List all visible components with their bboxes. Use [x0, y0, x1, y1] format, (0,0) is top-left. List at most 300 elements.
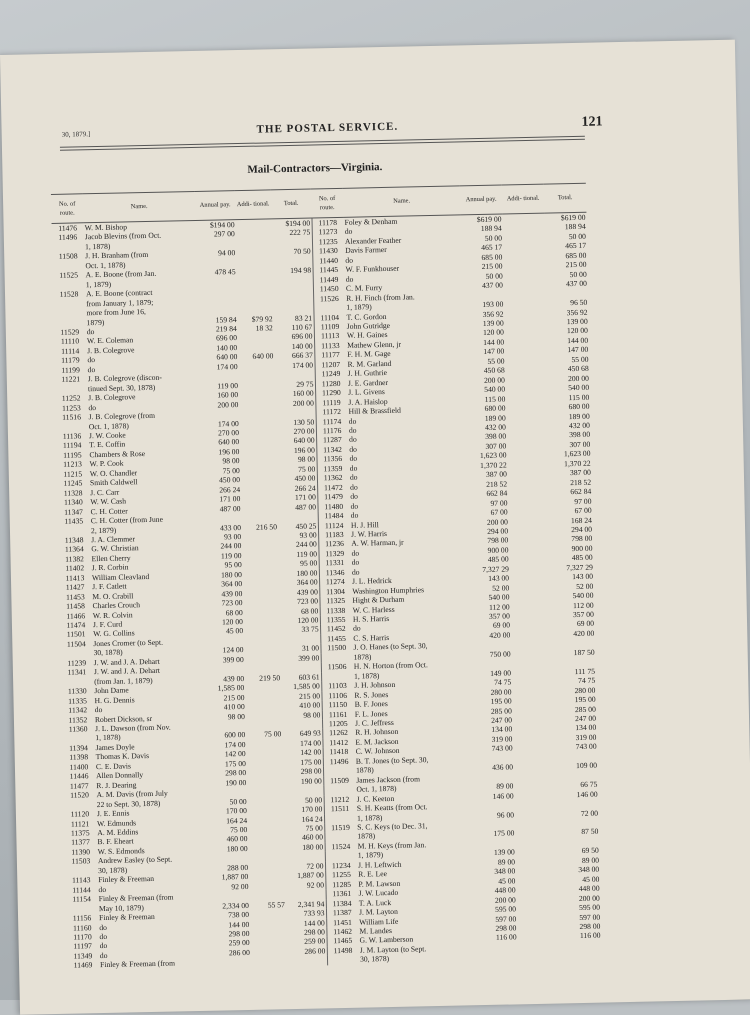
right-name-cell: John Gutridge: [346, 320, 391, 331]
right-total-cell: 680 00: [568, 401, 590, 412]
left-annual-cell: 174 00: [216, 361, 238, 372]
right-name-cell: W. H. Gaines: [346, 330, 388, 341]
right-annual-cell: 188 94: [480, 223, 502, 234]
left-annual-cell: 50 00: [229, 796, 247, 806]
right-name-cell: M. Landes: [359, 925, 392, 936]
right-annual-cell: 200 00: [494, 895, 516, 905]
right-annual-cell: 247 00: [491, 715, 513, 725]
right-route-cell: 11329: [325, 548, 345, 559]
right-name-cell: 1, 1878): [353, 670, 380, 681]
left-annual-cell: 439 00: [223, 673, 245, 684]
left-name-cell: from January 1, 1879;: [86, 297, 154, 308]
right-total-cell: 97 00: [574, 496, 592, 506]
right-name-cell: J. C. Jeffress: [354, 717, 394, 728]
right-name-cell: J. C. Keeton: [356, 793, 395, 804]
left-total-cell: 222 75: [272, 228, 312, 238]
left-annual-cell: 175 00: [224, 758, 246, 769]
left-annual-cell: 140 00: [216, 342, 238, 353]
right-route-cell: 11465: [333, 936, 353, 946]
left-annual-cell: 92 00: [231, 881, 249, 892]
right-name-cell: Davis Farmer: [345, 245, 387, 256]
right-route-cell: 11430: [318, 246, 338, 256]
right-name-cell: do: [349, 472, 358, 482]
right-annual-cell: 45 00: [498, 876, 516, 886]
left-total-cell: 410 00: [282, 701, 322, 711]
left-route-cell: 11496: [58, 232, 78, 243]
right-total-cell: 356 92: [566, 307, 588, 317]
left-route-cell: 11501: [66, 629, 86, 640]
right-annual-cell: $619 00: [476, 214, 502, 225]
left-name-cell: more from June 16,: [86, 307, 146, 318]
left-annual-cell: 94 00: [218, 248, 236, 258]
right-annual-cell: 420 00: [489, 630, 511, 640]
right-annual-cell: 69 00: [492, 620, 511, 631]
right-name-cell: H. S. Harris: [352, 614, 390, 624]
right-route-cell: 11280: [321, 378, 341, 389]
right-annual-cell: 398 00: [485, 431, 507, 442]
left-annual-cell: 93 00: [223, 532, 242, 542]
left-total-cell: 364 00: [279, 578, 319, 588]
right-total-cell: 662 84: [570, 486, 592, 497]
right-annual-cell: 115 00: [484, 394, 506, 404]
right-annual-cell: 134 00: [491, 724, 513, 735]
right-route-cell: 11355: [326, 614, 346, 625]
right-annual-cell: 798 00: [487, 535, 509, 546]
right-route-cell: 11452: [326, 624, 346, 634]
right-total-cell: 1,623 00: [563, 449, 591, 459]
right-annual-cell: 200 00: [486, 516, 508, 527]
left-additional-cell: 216 50: [255, 521, 278, 532]
col-header-total: Total.: [544, 183, 587, 213]
right-annual-cell: 50 00: [485, 271, 503, 281]
right-route-cell: 11183: [325, 529, 344, 540]
left-route-cell: 11342: [68, 705, 88, 715]
right-total-cell: 218 52: [570, 477, 592, 487]
left-annual-cell: 119 00: [217, 380, 239, 391]
left-route-cell: 11529: [60, 327, 80, 337]
col-header-route: No. of route.: [311, 188, 344, 218]
left-name-cell: J. B. Colegrove: [88, 392, 136, 403]
right-route-cell: 11362: [323, 473, 343, 483]
left-route-cell: 11520: [70, 790, 89, 800]
left-route-cell: 11110: [60, 336, 80, 347]
right-total-cell: 387 00: [569, 467, 591, 478]
left-annual-cell: 460 00: [226, 834, 248, 844]
right-route-cell: 11484: [324, 510, 344, 521]
left-route-cell: 11120: [70, 809, 90, 819]
left-name-cell: W. W. Cash: [90, 496, 127, 507]
right-total-cell: 66 75: [580, 779, 598, 790]
right-route-cell: 11176: [322, 425, 342, 436]
right-route-cell: 11124: [324, 520, 344, 530]
left-route-cell: 11476: [58, 223, 78, 233]
right-annual-cell: 436 00: [492, 762, 514, 773]
right-route-cell: 11331: [325, 558, 345, 568]
left-total-cell: 180 00: [285, 842, 325, 852]
left-annual-cell: 142 00: [224, 749, 246, 759]
right-name-cell: 30, 1878): [359, 954, 390, 965]
right-name-cell: do: [344, 227, 353, 237]
left-route-cell: 11516: [62, 412, 82, 422]
page-number: 121: [581, 114, 603, 130]
left-route-cell: 11221: [61, 374, 81, 385]
left-name-cell: do: [86, 327, 95, 337]
left-annual-cell: 180 00: [220, 569, 243, 580]
right-route-cell: 11133: [321, 340, 340, 351]
left-total-cell: 93 00: [278, 530, 318, 540]
left-route-cell: 11398: [69, 752, 89, 763]
right-route-cell: 11273: [318, 227, 338, 237]
right-route-cell: 11103: [328, 681, 347, 691]
right-route-cell: 11290: [321, 388, 341, 398]
right-total-cell: 143 00: [572, 571, 594, 582]
right-route-cell: 11445: [319, 265, 339, 275]
right-route-cell: 11287: [322, 435, 342, 445]
right-route-cell: 11359: [323, 463, 343, 474]
left-name-cell: W. O. Chandler: [89, 468, 138, 478]
right-annual-cell: 200 00: [483, 375, 506, 385]
col-header-additional: Addi- tional.: [235, 190, 272, 220]
right-route-cell: 11511: [330, 803, 350, 814]
left-name-cell: Finley & Freeman: [98, 874, 155, 885]
left-name-cell: Andrew Easley (to Sept.: [97, 854, 173, 866]
right-annual-cell: 89 00: [496, 781, 514, 791]
right-route-cell: 11172: [322, 407, 342, 417]
left-name-cell: M. O. Crabill: [92, 591, 134, 601]
right-annual-cell: 218 52: [486, 479, 508, 489]
right-total-cell: [560, 950, 602, 960]
left-total-cell: 171 00: [277, 493, 317, 503]
right-total-cell: 89 00: [581, 855, 600, 865]
right-name-cell: J. H. Guthrie: [347, 368, 388, 379]
right-total-cell: 50 00: [569, 269, 587, 279]
right-route-cell: 11174: [322, 416, 342, 426]
left-name-cell: W. E. Coleman: [86, 335, 134, 346]
left-route-cell: 11197: [73, 941, 92, 952]
right-name-cell: do: [351, 548, 360, 558]
left-total-cell: 460 00: [284, 833, 324, 843]
left-route-cell: 11340: [63, 497, 83, 507]
right-total-cell: 168 24: [570, 515, 592, 525]
left-additional-cell: 55 57: [267, 899, 285, 910]
left-annual-cell: 259 00: [228, 938, 250, 948]
left-total-cell: 50 00: [284, 795, 324, 805]
left-route-cell: 11503: [71, 856, 91, 867]
left-name-cell: A. E. Boone (from Jan.: [85, 269, 157, 280]
right-total-cell: 357 00: [572, 609, 594, 620]
left-route-cell: 11453: [65, 592, 85, 602]
table-body: [52, 212, 603, 970]
right-annual-cell: 143 00: [488, 573, 510, 584]
left-additional-cell: $79 92: [251, 313, 273, 324]
left-name-cell: Ellen Cherry: [91, 553, 131, 564]
section-title: Mail-Contractors—Virginia.: [247, 161, 383, 176]
right-name-cell: Mathew Glenn, jr: [347, 339, 402, 350]
right-name-cell: J. M. Layton (to Sept.: [359, 944, 427, 955]
left-route-cell: 11199: [61, 365, 80, 375]
right-total-cell: 432 00: [568, 420, 590, 431]
left-total-cell: 31 00: [280, 644, 320, 654]
right-total-cell: 52 00: [576, 581, 594, 591]
right-name-cell: do: [349, 435, 357, 445]
right-total-cell: 900 00: [571, 543, 593, 553]
right-name-cell: R. H. Finch (from Jan.: [346, 291, 415, 303]
right-annual-cell: 7,327 29: [482, 564, 509, 574]
left-name-cell: 30, 1878): [93, 647, 123, 658]
right-total-cell: 67 00: [574, 505, 592, 516]
left-name-cell: Smith Caldwell: [89, 477, 138, 488]
right-annual-cell: 900 00: [487, 545, 509, 555]
right-annual-cell: 139 00: [493, 847, 515, 858]
right-total-cell: 595 00: [578, 902, 601, 913]
right-name-cell: C. W. Johnson: [355, 746, 400, 757]
left-annual-cell: 297 00: [213, 229, 235, 240]
left-total-cell: 190 00: [283, 776, 323, 786]
left-annual-cell: 45 00: [225, 626, 244, 636]
left-total-cell: 196 00: [276, 445, 316, 455]
left-name-cell: J. F. Catlett: [92, 581, 127, 592]
right-annual-cell: 437 00: [481, 280, 504, 291]
left-name-cell: 1, 1879): [85, 279, 112, 289]
left-total-cell: 298 00: [286, 927, 326, 937]
right-route-cell: 11285: [332, 879, 352, 889]
left-total-cell: 733 93: [286, 908, 326, 918]
right-total-cell: 450 68: [567, 363, 589, 374]
left-name-cell: Jacob Blevins (from Oct.: [84, 231, 162, 242]
right-total-cell: 420 00: [573, 628, 595, 639]
left-name-cell: J. W. Cooke: [88, 430, 126, 441]
left-route-cell: 11504: [66, 639, 86, 649]
right-annual-cell: 144 00: [483, 337, 505, 347]
right-route-cell: 11455: [327, 633, 346, 644]
left-route-cell: 11349: [73, 951, 93, 961]
left-route-cell: 11114: [61, 346, 80, 356]
right-annual-cell: 116 00: [495, 932, 517, 943]
left-route-cell: 11195: [63, 450, 82, 460]
right-total-cell: 96 50: [570, 297, 588, 308]
left-total-cell: 666 37: [274, 351, 314, 361]
col-header-name: Name.: [83, 191, 196, 222]
left-total-cell: 120 00: [280, 615, 320, 625]
right-name-cell: do: [350, 491, 359, 501]
left-total-cell: 75 00: [284, 823, 324, 833]
right-route-cell: 11255: [332, 870, 351, 880]
left-route-cell: 11375: [70, 828, 90, 838]
right-annual-cell: 280 00: [490, 687, 512, 697]
right-route-cell: 11440: [319, 255, 339, 266]
left-name-cell: do: [98, 884, 107, 894]
left-additional-cell: 75 00: [264, 729, 282, 740]
left-route-cell: 11335: [68, 695, 87, 706]
left-annual-cell: 723 00: [221, 598, 243, 608]
left-name-cell: J. H. Branham (from: [85, 250, 149, 261]
left-route-cell: 11179: [61, 355, 80, 366]
left-name-cell: 1879): [86, 317, 105, 327]
right-total-cell: 298 00: [579, 921, 601, 932]
left-name-cell: C. E. Davis: [95, 761, 132, 771]
right-total-cell: 743 00: [575, 742, 597, 752]
right-route-cell: 11480: [324, 501, 344, 511]
right-annual-cell: 356 92: [482, 309, 504, 319]
right-total-cell: 195 00: [574, 694, 596, 705]
right-route-cell: 11361: [332, 889, 352, 899]
left-annual-cell: 164 24: [226, 815, 248, 825]
left-total-cell: 696 00: [274, 332, 314, 342]
right-annual-cell: 285 00: [490, 705, 512, 716]
right-route-cell: 11178: [318, 217, 338, 228]
right-name-cell: do: [349, 444, 358, 454]
right-annual-cell: 149 00: [490, 668, 512, 678]
right-total-cell: 798 00: [571, 534, 593, 544]
right-route-cell: 11524: [331, 841, 351, 852]
left-annual-cell: 410 00: [223, 702, 245, 712]
left-total-cell: 723 00: [279, 597, 319, 607]
left-name-cell: do: [87, 364, 96, 375]
left-route-cell: 11377: [71, 837, 90, 848]
left-route-cell: 11144: [72, 885, 91, 895]
right-name-cell: do: [350, 510, 359, 520]
left-annual-cell: 219 84: [215, 324, 237, 334]
left-route-cell: 11427: [65, 582, 85, 592]
right-total-cell: 247 00: [575, 713, 597, 724]
right-name-cell: S. H. Keatts (from Oct.: [356, 802, 428, 813]
right-name-cell: W. F. Funkhouser: [345, 263, 400, 275]
right-annual-cell: 120 00: [482, 327, 505, 338]
left-total-cell: 244 00: [278, 540, 318, 550]
left-total-cell: 174 00: [274, 360, 314, 370]
left-total-cell: 130 50: [276, 417, 316, 427]
right-name-cell: Hill & Brassfield: [348, 405, 401, 416]
left-annual-cell: 298 00: [225, 768, 247, 778]
right-name-cell: C. S. Harris: [353, 632, 390, 643]
left-annual-cell: 95 00: [224, 560, 242, 570]
left-route-cell: 11477: [69, 781, 89, 791]
right-annual-cell: 55 00: [487, 356, 505, 366]
left-annual-cell: 215 00: [223, 692, 245, 703]
left-additional-cell: 640 00: [252, 351, 274, 362]
left-name-cell: A. E. Boone (contract: [85, 288, 153, 299]
right-name-cell: do: [349, 453, 358, 464]
left-annual-cell: 124 00: [222, 645, 244, 655]
left-additional-cell: 219 50: [259, 673, 281, 683]
left-route-cell: 11252: [61, 393, 81, 403]
right-name-cell: Oct. 1, 1878): [356, 784, 397, 794]
left-total-cell: 298 00: [283, 767, 323, 777]
right-annual-cell: 294 00: [487, 526, 509, 536]
right-annual-cell: 662 84: [486, 488, 508, 499]
right-route-cell: 11356: [323, 454, 343, 464]
col-header-route: No. of route.: [51, 194, 84, 224]
right-name-cell: J. W. Harris: [351, 528, 388, 539]
left-total-cell: 174 00: [282, 738, 322, 748]
right-name-cell: J. M. Layton: [358, 906, 398, 917]
left-name-cell: J. B. Colegrove (from: [88, 410, 156, 422]
left-total-cell: 399 00: [281, 653, 321, 663]
left-annual-cell: 433 00: [219, 522, 242, 532]
left-total-cell: 439 00: [279, 587, 319, 597]
left-name-cell: William Cleavland: [91, 571, 150, 582]
right-annual-cell: 215 00: [481, 261, 503, 272]
right-route-cell: 11205: [328, 718, 348, 729]
left-annual-cell: 439 00: [221, 588, 243, 599]
right-total-cell: 115 00: [568, 392, 590, 402]
left-name-cell: John Dame: [94, 685, 129, 696]
left-annual-cell: 98 00: [227, 711, 245, 721]
left-annual-cell: 68 00: [225, 607, 243, 617]
right-name-cell: E. M. Jackson: [355, 736, 399, 747]
right-name-cell: do: [350, 501, 359, 511]
right-total-cell: 50 00: [568, 231, 587, 242]
right-name-cell: William Life: [359, 916, 399, 927]
left-route-cell: 11413: [65, 573, 85, 583]
left-name-cell: W. R. Colvin: [92, 609, 133, 620]
right-route-cell: 11338: [326, 605, 346, 615]
left-route-cell: 11136: [62, 431, 82, 441]
left-route-cell: 11347: [64, 506, 84, 517]
left-annual-cell: 244 00: [220, 541, 242, 551]
right-total-cell: 69 50: [581, 845, 599, 856]
contractors-table: [51, 183, 602, 971]
left-annual-cell: 180 00: [226, 843, 248, 854]
left-annual-cell: 399 00: [222, 654, 244, 665]
left-annual-cell: 1,585 00: [217, 683, 245, 693]
right-route-cell: 11462: [333, 926, 353, 937]
right-total-cell: 215 00: [565, 260, 587, 270]
left-annual-cell: 266 24: [219, 484, 241, 495]
right-name-cell: J. W. Lucado: [358, 888, 399, 898]
right-total-cell: 1,370 22: [564, 458, 591, 469]
left-name-cell: A. M. Davis (from July: [96, 788, 168, 800]
left-route-cell: 11508: [58, 251, 78, 262]
right-annual-cell: 52 00: [492, 583, 510, 593]
left-name-cell: Chambers & Rose: [89, 448, 146, 460]
col-header-additional: Addi- tional.: [502, 184, 545, 214]
left-name-cell: do: [87, 355, 96, 365]
left-annual-cell: [211, 957, 251, 967]
left-name-cell: J. R. Corbin: [91, 562, 129, 573]
left-total-cell: 75 00: [277, 464, 317, 474]
right-annual-cell: [476, 952, 518, 962]
left-name-cell: 30, 1878): [98, 865, 128, 875]
right-annual-cell: 89 00: [497, 857, 516, 867]
right-total-cell: 69 00: [576, 619, 595, 629]
right-name-cell: Hight & Durham: [352, 594, 405, 605]
right-route-cell: 11479: [324, 492, 344, 502]
left-route-cell: 11466: [66, 610, 86, 621]
left-total-cell: 110 67: [274, 322, 314, 332]
right-total-cell: 437 00: [565, 278, 588, 289]
left-name-cell: tinued Sept. 30, 1878): [87, 382, 156, 393]
right-total-cell: 87 50: [581, 827, 599, 837]
right-annual-cell: 1,623 00: [479, 450, 507, 461]
right-name-cell: do: [348, 425, 357, 435]
right-total-cell: 280 00: [574, 685, 596, 695]
right-annual-cell: 319 00: [491, 734, 513, 744]
right-annual-cell: 357 00: [488, 611, 510, 621]
left-route-cell: 11435: [64, 516, 84, 526]
col-header-annual: Annual pay.: [460, 185, 503, 215]
right-total-cell: 187 50: [573, 647, 595, 657]
right-total-cell: 448 00: [578, 883, 600, 894]
right-route-cell: 11418: [329, 747, 349, 757]
right-route-cell: 11526: [319, 293, 339, 303]
right-annual-cell: 432 00: [484, 422, 506, 432]
right-total-cell: 200 00: [567, 373, 589, 383]
left-total-cell: 72 00: [285, 861, 325, 871]
right-total-cell: 188 94: [564, 222, 586, 232]
right-annual-cell: 685 00: [481, 252, 503, 262]
running-title: THE POSTAL SERVICE.: [256, 120, 399, 136]
